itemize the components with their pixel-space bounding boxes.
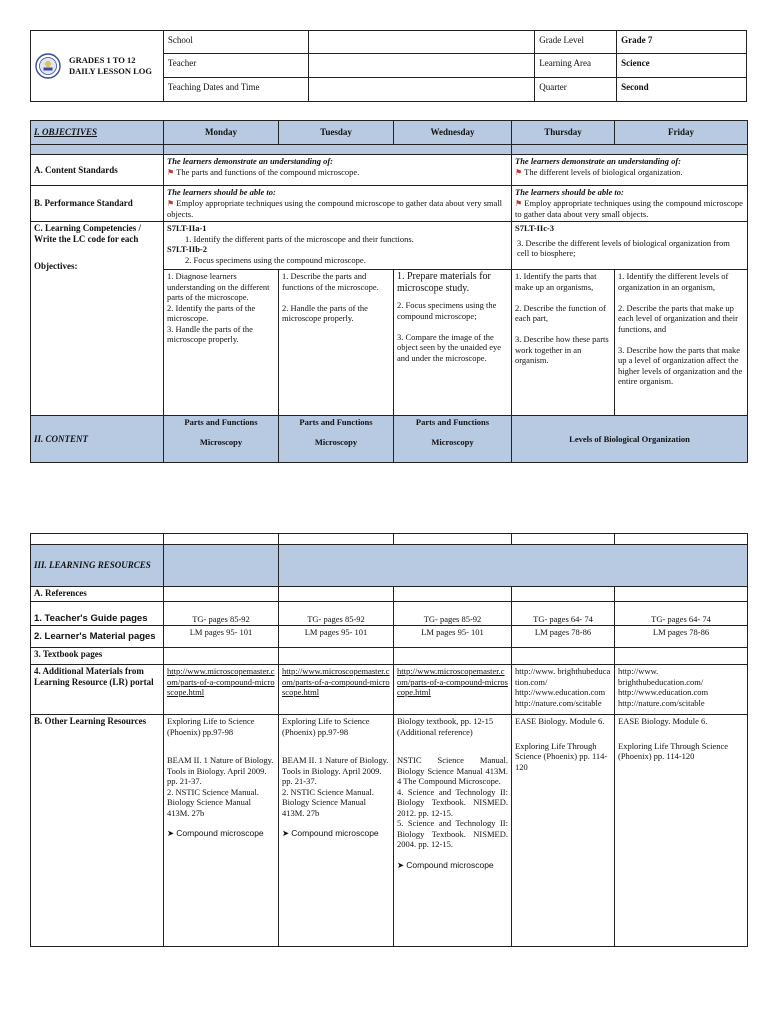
content-topic-line2: Microscopy [431, 436, 474, 447]
content-wednesday [394, 416, 512, 463]
header-block [30, 30, 747, 101]
content-topic-line1: Parts and Functions [184, 417, 258, 427]
objectives-section-title: I. OBJECTIVES [31, 121, 164, 145]
arrow-bullet-icon: ➤ [397, 859, 405, 870]
grade-level-value: Grade 7 [617, 31, 747, 54]
blank-cell [31, 534, 164, 545]
content-topic-line2: Microscopy [199, 436, 243, 447]
content-topic-line1: Parts and Functions [415, 417, 490, 427]
content-thursday-friday: Levels of Biological Organization [512, 416, 748, 463]
lc-left-item2: 2. Focus specimens using the compound microscope. [185, 254, 366, 265]
objectives-label: Objectives: [34, 261, 78, 271]
lm-monday: LM pages 95- 101 [164, 626, 279, 648]
textbook-label: 3. Textbook pages [31, 648, 164, 665]
flag-bullet-icon: ⚑ [515, 167, 523, 177]
competencies-label: C. Learning Competencies / Write the LC code for each [34, 223, 141, 244]
school-value[interactable] [308, 31, 535, 54]
blank-cell [394, 587, 512, 602]
other-wednesday-2: NSTIC Science Manual. Biology Science Manual 413M. 4 The Compound Microscope. 4. Science and Technology II: Biology Textbook. NISMED. 2012. pp. 12-15. 5. Science and Technology II: Biology Textbook. NISMED. 2004. pp. 12-15. [397, 755, 508, 849]
other-tuesday-1: Exploring Life to Science (Phoenix) pp.97-98 [282, 716, 370, 737]
content-standards-left [164, 155, 512, 186]
objective-friday: 1. Identify the different levels of organization in an organism, 2. Describe the parts that make up each level of organization and their functions, and 3. Describe how the parts that make up a level of organization affect the higher levels of organization and the entire organism. [615, 270, 748, 416]
deped-seal-icon [35, 53, 61, 79]
perf-left-item: Employ appropriate techniques using the compound microscope to gather data about very small objects. [167, 197, 503, 219]
lm-thursday: LM pages 78-86 [512, 626, 615, 648]
arrow-bullet-icon: ➤ [282, 828, 290, 838]
blank-cell [279, 545, 748, 587]
content-topic-line2: Microscopy [314, 436, 358, 447]
arrow-bullet-icon: ➤ [167, 828, 175, 838]
performance-standard-right [512, 186, 748, 222]
blank-cell [164, 545, 279, 587]
blank-cell [615, 534, 748, 545]
content-monday [164, 416, 279, 463]
blank-cell [512, 534, 615, 545]
performance-standard-left [164, 186, 512, 222]
header-title-line2: DAILY LESSON LOG [69, 66, 152, 76]
content-tuesday [279, 416, 394, 463]
grade-level-label: Grade Level [535, 31, 617, 54]
other-friday-1: EASE Biology. Module 6. [618, 716, 708, 726]
resources-section-title: III. LEARNING RESOURCES [31, 545, 164, 587]
flag-bullet-icon: ⚑ [515, 198, 523, 208]
teacher-label: Teacher [163, 54, 308, 78]
perf-right-item: Employ appropriate techniques using the compound microscope to gather data about very small objects. [515, 197, 743, 219]
flag-bullet-icon: ⚑ [167, 167, 175, 177]
lm-wednesday: LM pages 95- 101 [394, 626, 512, 648]
learning-area-value: Science [617, 54, 747, 78]
content-standards-label: A. Content Standards [31, 155, 164, 186]
blank-cell [615, 587, 748, 602]
content-left-intro: The learners demonstrate an understanding of: [167, 156, 334, 166]
objective-tuesday: 1. Describe the parts and functions of the microscope. 2. Handle the parts of the microscope properly. [279, 270, 394, 416]
blank-cell [164, 648, 279, 665]
school-label: School [163, 31, 308, 54]
other-monday-1: Exploring Life to Science (Phoenix) pp.97-98 [167, 716, 255, 737]
dates-value[interactable] [308, 78, 535, 102]
lc-left-code2: S7LT-IIb-2 [167, 244, 208, 254]
lm-friday: LM pages 78-86 [615, 626, 748, 648]
content-standards-right [512, 155, 748, 186]
other-thursday-1: EASE Biology. Module 6. [515, 716, 605, 726]
content-section-title: II. CONTENT [31, 416, 164, 463]
content-left-item: The parts and functions of the compound microscope. [176, 166, 360, 177]
other-resources-label: B. Other Learning Resources [31, 715, 164, 947]
other-tuesday-2: BEAM II. 1 Nature of Biology. Tools in Biology. April 2009. pp. 21-37. 2. NSTIC Science Manual. Biology Science Manual 413M. 27b [282, 755, 389, 818]
lc-right-item: 3. Describe the different levels of biological organization from cell to biosphere; [517, 237, 730, 258]
teacher-value[interactable] [308, 54, 535, 78]
content-right-item: The different levels of biological organization. [524, 166, 683, 177]
blank-cell [394, 648, 512, 665]
tg-tuesday: TG- pages 85-92 [279, 602, 394, 626]
perf-right-intro: The learners should be able to: [515, 187, 624, 197]
blank-cell [615, 648, 748, 665]
competencies-right [512, 222, 748, 270]
tg-wednesday: TG- pages 85-92 [394, 602, 512, 626]
other-wednesday-3: Compound microscope [406, 859, 494, 870]
lm-label: 2. Learner's Material pages [31, 626, 164, 648]
blank-cell [279, 587, 394, 602]
quarter-value: Second [617, 78, 747, 102]
header-title-cell [31, 31, 164, 102]
objective-wednesday-cell [394, 270, 512, 416]
competencies-label-cell [31, 222, 164, 416]
other-monday-3: Compound microscope [176, 828, 264, 838]
other-thursday [512, 715, 615, 947]
quarter-label: Quarter [535, 78, 617, 102]
lc-left-item1: 1. Identify the different parts of the microscope and their functions. [185, 233, 414, 244]
blank-row-cell [512, 145, 748, 155]
objective-wednesday-1: 1. Prepare materials for microscope study. [397, 271, 491, 294]
blank-row-cell [164, 145, 512, 155]
objective-monday: 1. Diagnose learners understanding on the different parts of the microscope. 2. Identify the parts of the microscope. 3. Handle the parts of the microscope properly. [164, 270, 279, 416]
additional-materials-label: 4. Additional Materials from Learning Resource (LR) portal [31, 665, 164, 715]
additional-thursday: http://www. brighthubeducation.com/ http://www.education.com http://nature.com/scitable [512, 665, 615, 715]
tg-thursday: TG- pages 64- 74 [512, 602, 615, 626]
objective-thursday: 1. Identify the parts that make up an organisms, 2. Describe the function of each part, 3. Describe how these parts work together in an organism. [512, 270, 615, 416]
blank-row-cell [31, 145, 164, 155]
blank-cell [394, 534, 512, 545]
additional-monday-link[interactable]: http://www.microscopemaster.com/parts-of-a-compound-microscope.html [164, 665, 279, 715]
perf-left-intro: The learners should be able to: [167, 187, 276, 197]
tg-label: 1. Teacher's Guide pages [31, 602, 164, 626]
other-thursday-2: Exploring Life Through Science (Phoenix) pp. 114-120 [515, 740, 608, 772]
other-friday [615, 715, 748, 947]
day-wednesday: Wednesday [394, 121, 512, 145]
resources-table [30, 533, 748, 947]
other-tuesday [279, 715, 394, 947]
objectives-block [30, 120, 747, 466]
references-label: A. References [31, 587, 164, 602]
other-wednesday-1: Biology textbook, pp. 12-15 (Additional reference) [397, 716, 494, 737]
header-title-line1: GRADES 1 TO 12 [69, 55, 136, 65]
blank-cell [512, 587, 615, 602]
blank-cell [512, 648, 615, 665]
day-monday: Monday [164, 121, 279, 145]
objective-wednesday-2: 2. Focus specimens using the compound microscope; 3. Compare the image of the object seen by the unaided eye and under the microscope. [397, 300, 502, 363]
lc-left-code1: S7LT-IIa-1 [167, 223, 207, 233]
lm-tuesday: LM pages 95- 101 [279, 626, 394, 648]
other-monday-2: BEAM II. 1 Nature of Biology. Tools in Biology. April 2009. pp. 21-37. 2. NSTIC Science Manual. Biology Science Manual 413M. 27b [167, 755, 274, 818]
other-monday [164, 715, 279, 947]
content-right-intro: The learners demonstrate an understanding of: [515, 156, 682, 166]
learning-area-label: Learning Area [535, 54, 617, 78]
blank-cell [279, 534, 394, 545]
blank-cell [164, 534, 279, 545]
content-topic-line1: Parts and Functions [299, 417, 373, 427]
blank-cell [279, 648, 394, 665]
additional-wednesday-link[interactable]: http://www.microscopemaster.com/parts-of-a-compound-microscope.html [394, 665, 512, 715]
tg-monday: TG- pages 85-92 [164, 602, 279, 626]
lc-right-code: S7LT-IIc-3 [515, 223, 555, 233]
performance-standard-label: B. Performance Standard [31, 186, 164, 222]
dates-label: Teaching Dates and Time [163, 78, 308, 102]
objectives-table [30, 120, 748, 463]
additional-tuesday-link[interactable]: http://www.microscopemaster.com/parts-of-a-compound-microscope.html [279, 665, 394, 715]
resources-block [30, 533, 747, 955]
flag-bullet-icon: ⚑ [167, 198, 175, 208]
other-friday-2: Exploring Life Through Science (Phoenix) pp. 114-120 [618, 740, 729, 761]
day-tuesday: Tuesday [279, 121, 394, 145]
day-thursday: Thursday [512, 121, 615, 145]
header-table [30, 30, 747, 102]
blank-cell [164, 587, 279, 602]
other-tuesday-3: Compound microscope [291, 828, 379, 838]
other-wednesday [394, 715, 512, 947]
competencies-left [164, 222, 512, 270]
day-friday: Friday [615, 121, 748, 145]
additional-friday: http://www. brighthubeducation.com/ http://www.education.com http://nature.com/scitable [615, 665, 748, 715]
tg-friday: TG- pages 64- 74 [615, 602, 748, 626]
